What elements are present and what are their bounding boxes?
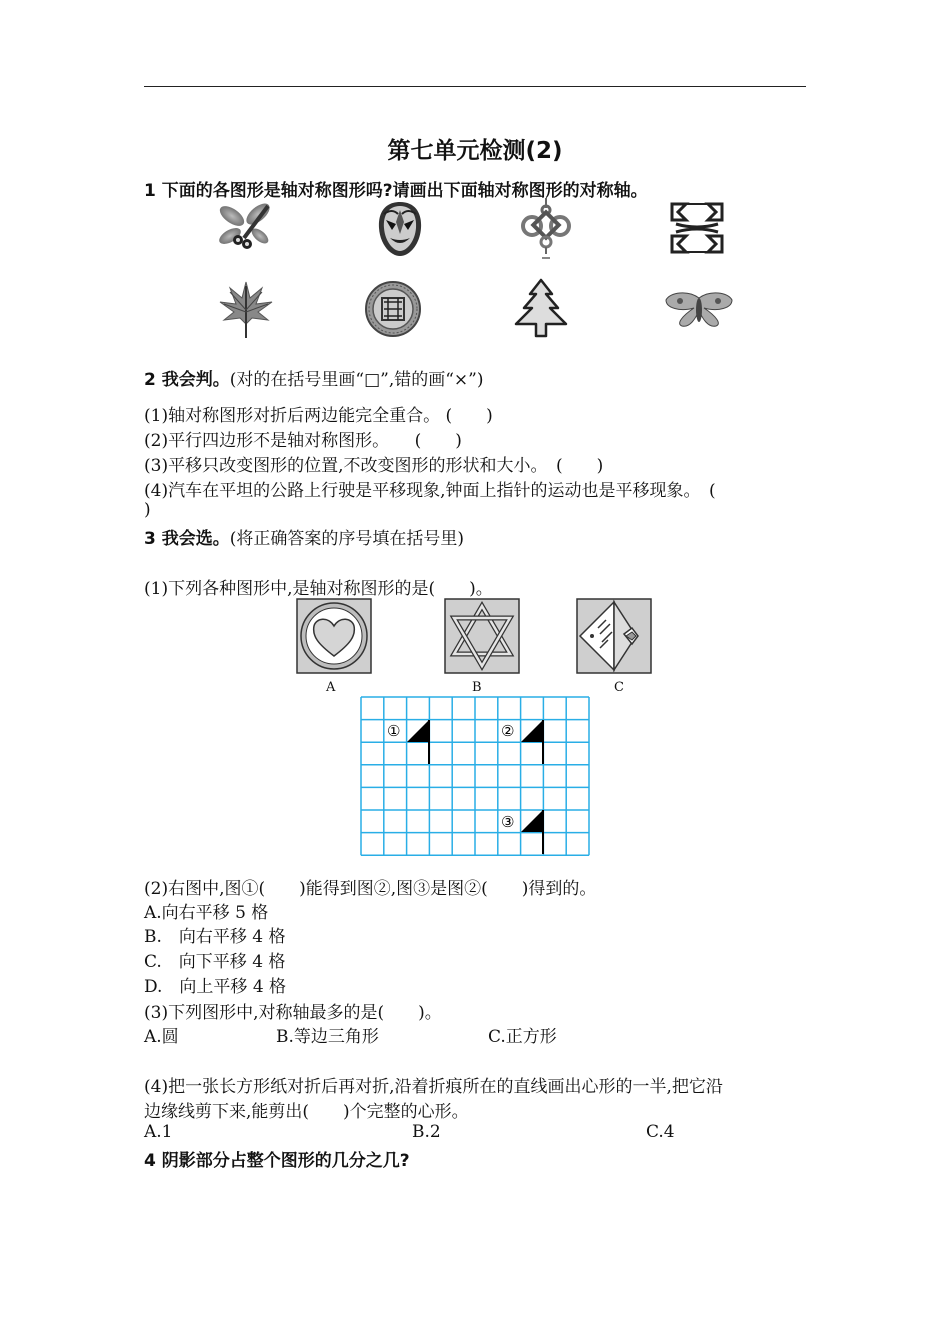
- page-title: 第七单元检测(2): [387, 138, 563, 164]
- q2-item-2: (2)平行四边形不是轴对称图形。 ( ): [144, 431, 462, 451]
- q3-sub3-option-a: A.圆: [144, 1027, 179, 1047]
- double-happiness-seal-icon: [364, 280, 422, 338]
- q3-sub3-option-b: B.等边三角形: [276, 1027, 379, 1047]
- ornament-icon: [668, 200, 726, 256]
- grid-label-3: ③: [501, 813, 515, 831]
- q3-sub4-option-c: C.4: [646, 1122, 675, 1142]
- star-figure-b: [444, 598, 520, 674]
- header-rule: [144, 86, 806, 87]
- q3-sub1: (1)下列各种图形中,是轴对称图形的是( )。: [144, 579, 493, 599]
- grid-label-1: ①: [387, 722, 401, 740]
- figure-label-c: C: [614, 680, 624, 695]
- q3-sub2-option-c: C. 向下平移 4 格: [144, 952, 286, 972]
- q3-sub4-option-b: B.2: [412, 1122, 441, 1142]
- q3-sub3-option-c: C.正方形: [488, 1027, 557, 1047]
- q4-heading: 4 阴影部分占整个图形的几分之几?: [144, 1151, 410, 1171]
- q2-heading: 2 我会判。(对的在括号里画“□”,错的画“×”): [144, 370, 484, 390]
- q3-heading: 3 我会选。(将正确答案的序号填在括号里): [144, 529, 465, 549]
- moth-icon: [664, 290, 734, 330]
- fish-figure-c: [576, 598, 652, 674]
- q2-item-3: (3)平移只改变图形的位置,不改变图形的形状和大小。 ( ): [144, 456, 604, 476]
- q1-heading: 1 下面的各图形是轴对称图形吗?请画出下面轴对称图形的对称轴。: [144, 181, 648, 201]
- chinese-knot-icon: [518, 198, 574, 260]
- q3-sub2-option-a: A.向右平移 5 格: [144, 903, 269, 923]
- q3-sub4-line1: (4)把一张长方形纸对折后再对折,沿着折痕所在的直线画出心形的一半,把它沿: [144, 1077, 723, 1097]
- figure-label-a: A: [326, 680, 336, 695]
- q2-item-4-close: ): [144, 500, 151, 520]
- q2-item-4: (4)汽车在平坦的公路上行驶是平移现象,钟面上指针的运动也是平移现象。 (: [144, 481, 716, 501]
- translation-grid: [360, 696, 590, 856]
- dragonfly-icon: [214, 200, 278, 256]
- q3-sub2-option-d: D. 向上平移 4 格: [144, 977, 287, 997]
- q3-sub3: (3)下列图形中,对称轴最多的是( )。: [144, 1003, 442, 1023]
- q3-sub2-option-b: B. 向右平移 4 格: [144, 927, 286, 947]
- q3-sub4-option-a: A.1: [144, 1122, 173, 1142]
- pine-tree-icon: [512, 278, 570, 340]
- figure-label-b: B: [472, 680, 482, 695]
- q3-sub2: (2)右图中,图①( )能得到图②,图③是图②( )得到的。: [144, 879, 597, 899]
- grid-label-2: ②: [501, 722, 515, 740]
- q2-item-1: (1)轴对称图形对折后两边能完全重合。 ( ): [144, 406, 493, 426]
- opera-mask-icon: [376, 200, 424, 258]
- leaf-icon: [218, 280, 274, 340]
- heart-figure-a: [296, 598, 372, 674]
- q3-sub4-line2: 边缘线剪下来,能剪出( )个完整的心形。: [144, 1102, 469, 1122]
